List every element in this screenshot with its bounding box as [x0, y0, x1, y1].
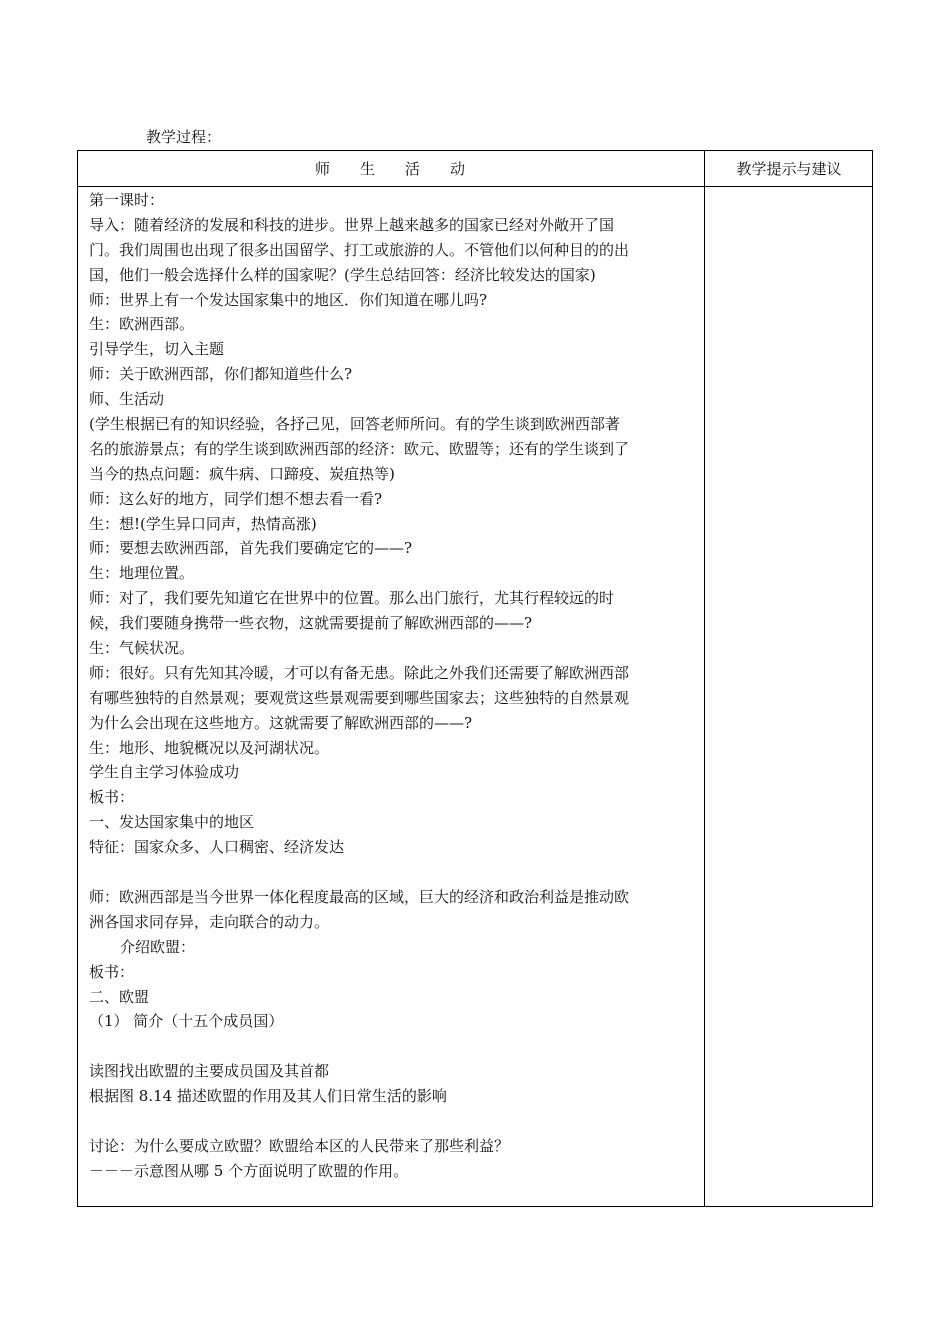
content-line: 名的旅游景点；有的学生谈到欧洲西部的经济：欧元、欧盟等；还有的学生谈到了 [89, 439, 630, 458]
content-line: 介绍欧盟： [120, 937, 196, 956]
content-line: 师：欧洲西部是当今世界一体化程度最高的区域，巨大的经济和政治利益是推动欧 [89, 887, 630, 906]
header-char: 生 [359, 160, 377, 178]
content-line: 学生自主学习体验成功 [89, 763, 240, 782]
content-line: 引导学生，切入主题 [89, 340, 225, 359]
content-line: －－－示意图从哪 5 个方面说明了欧盟的作用。 [89, 1161, 409, 1180]
blank-line [89, 1034, 695, 1059]
content-line: 板书： [89, 788, 135, 807]
content-line: 生：地理位置。 [89, 564, 195, 583]
content-line: 生：想!(学生异口同声，热情高涨) [89, 514, 317, 533]
content-line: （1） 简介（十五个成员国） [89, 1012, 284, 1031]
content-line: 师：很好。只有先知其冷暖，才可以有备无患。除此之外我们还需要了解欧洲西部 [89, 663, 630, 682]
content-line: 国，他们一般会选择什么样的国家呢？(学生总结回答：经济比较发达的国家) [89, 265, 596, 284]
content-line: 师：要想去欧洲西部，首先我们要确定它的——? [89, 539, 413, 558]
lesson-table [77, 150, 873, 1207]
content-line: 一、发达国家集中的地区 [89, 813, 255, 832]
content-line: 二、欧盟 [89, 987, 150, 1006]
content-line: 生：气候状况。 [89, 639, 195, 658]
content-line: 根据图 8.14 描述欧盟的作用及其人们日常生活的影响 [89, 1087, 447, 1106]
content-line: 洲各国求同存异，走向联合的动力。 [89, 912, 330, 931]
content-line: 师：世界上有一个发达国家集中的地区．你们知道在哪儿吗? [89, 290, 488, 309]
content-line: 生：欧洲西部。 [89, 315, 195, 334]
content-line: 有哪些独特的自然景观；要观赏这些景观需要到哪些国家去；这些独特的自然景观 [89, 688, 630, 707]
blank-line [89, 860, 695, 885]
table-header-row [78, 151, 872, 187]
content-line: 门。我们周围也出现了很多出国留学、打工或旅游的人。不管他们以何种目的的出 [89, 240, 630, 259]
content-line: 生：地形、地貌概况以及河湖状况。 [89, 738, 330, 757]
content-line: 导入：随着经济的发展和科技的进步。世界上越来越多的国家已经对外敞开了国 [89, 215, 615, 234]
content-line: 师：对了，我们要先知道它在世界中的位置。那么出门旅行，尤其行程较远的时 [89, 589, 615, 608]
content-line: 师：这么好的地方，同学们想不想去看一看? [89, 489, 383, 508]
content-line: 特征：国家众多、人口稠密、经济发达 [89, 838, 345, 857]
content-line: (学生根据已有的知识经验，各抒己见，回答老师所问。有的学生谈到欧洲西部著 [89, 415, 620, 434]
header-char: 活 [405, 160, 423, 178]
page-heading: 教学过程： [146, 128, 222, 146]
content-line: 讨论：为什么要成立欧盟？欧盟给本区的人民带来了那些利益？ [89, 1136, 510, 1155]
content-line: 为什么会出现在这些地方。这就需要了解欧洲西部的——? [89, 713, 473, 732]
header-char: 师 [314, 160, 332, 178]
content-line: 师：关于欧洲西部，你们都知道些什么? [89, 365, 353, 384]
content-line: 师、生活动 [89, 390, 165, 409]
activity-content [89, 188, 695, 1184]
content-line: 板书： [89, 962, 135, 981]
header-char: 动 [450, 160, 468, 178]
content-line: 读图找出欧盟的主要成员国及其首都 [89, 1062, 330, 1081]
content-line: 候，我们要随身携带一些衣物，这就需要提前了解欧洲西部的——? [89, 614, 533, 633]
content-line: 当今的热点问题：疯牛病、口蹄疫、炭疽热等) [89, 464, 395, 483]
tips-column-header: 教学提示与建议 [736, 160, 842, 178]
blank-line [89, 1109, 695, 1134]
content-line: 第一课时： [89, 191, 165, 209]
column-divider [704, 151, 705, 1206]
activity-column-header [78, 151, 704, 186]
